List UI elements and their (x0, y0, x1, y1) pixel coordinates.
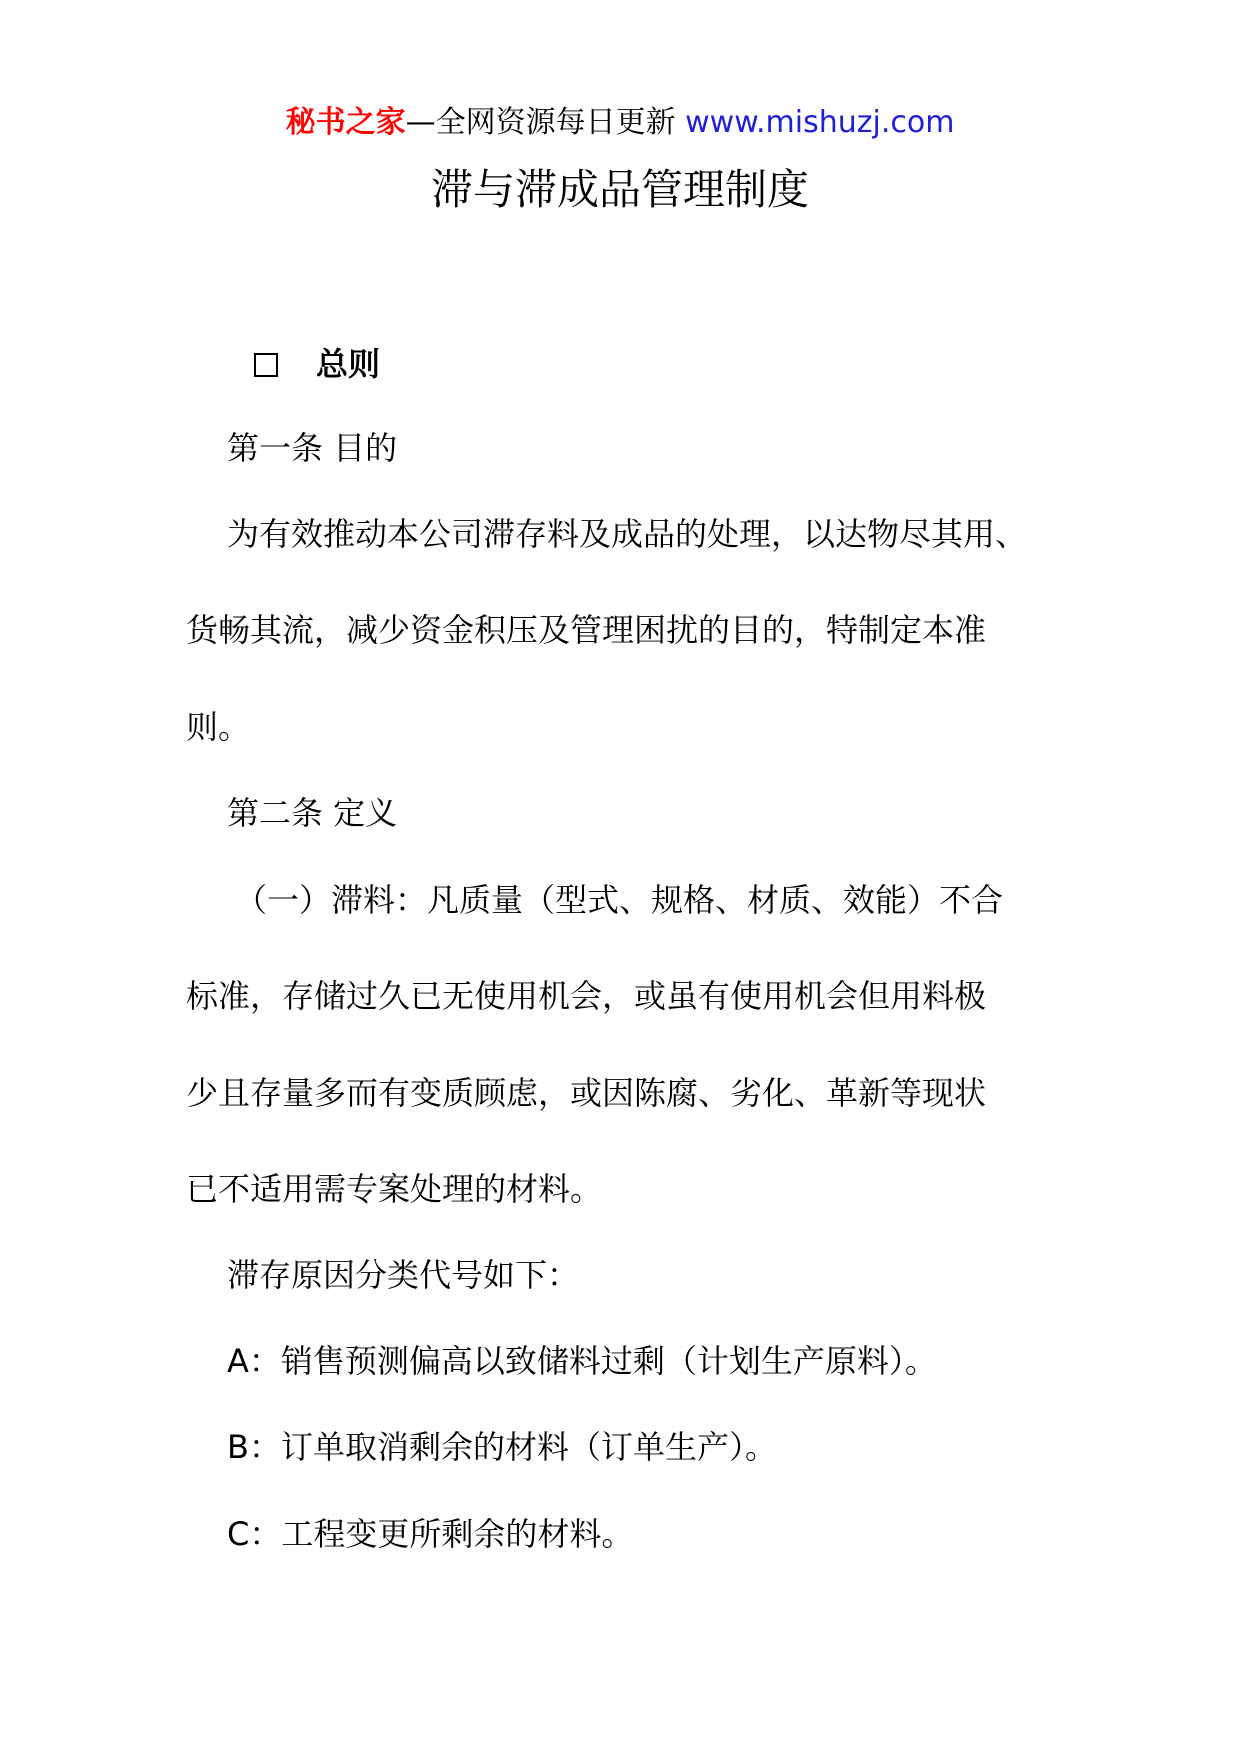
site-header (0, 98, 1240, 148)
paragraph-line: （一）滞料：凡质量（型式、规格、材质、效能）不合 (235, 881, 1004, 919)
paragraph-line: 货畅其流，减少资金积压及管理困扰的目的，特制定本准 (186, 611, 987, 649)
paragraph-line: 为有效推动本公司滞存料及成品的处理，以达物尽其用、 (227, 515, 1028, 553)
header-slogan: —全网资源每日更新 (405, 105, 676, 140)
article-1-heading: 第一条 目的 (227, 429, 398, 467)
section-heading-text: 总则 (316, 345, 381, 383)
article-2-heading: 第二条 定义 (227, 794, 398, 832)
checkbox-square-icon (254, 353, 278, 377)
paragraph-line: 已不适用需专案处理的材料。 (186, 1170, 603, 1208)
site-url-link[interactable]: www.mishuzj.com (685, 105, 955, 140)
section-heading (254, 340, 380, 388)
list-item-b: B：订单取消剩余的材料（订单生产）。 (227, 1428, 777, 1466)
paragraph-line: 标准，存储过久已无使用机会，或虽有使用机会但用料极 (186, 977, 987, 1015)
list-item-c: C：工程变更所剩余的材料。 (227, 1515, 634, 1553)
brand-name: 秘书之家 (285, 105, 406, 140)
paragraph-line: 则。 (186, 708, 251, 746)
paragraph-line: 少且存量多而有变质顾虑，或因陈腐、劣化、革新等现状 (186, 1074, 987, 1112)
paragraph-line: 滞存原因分类代号如下： (227, 1256, 580, 1294)
document-title: 滞与滞成品管理制度 (430, 165, 809, 214)
list-item-a: A：销售预测偏高以致储料过剩（计划生产原料）。 (227, 1342, 937, 1380)
